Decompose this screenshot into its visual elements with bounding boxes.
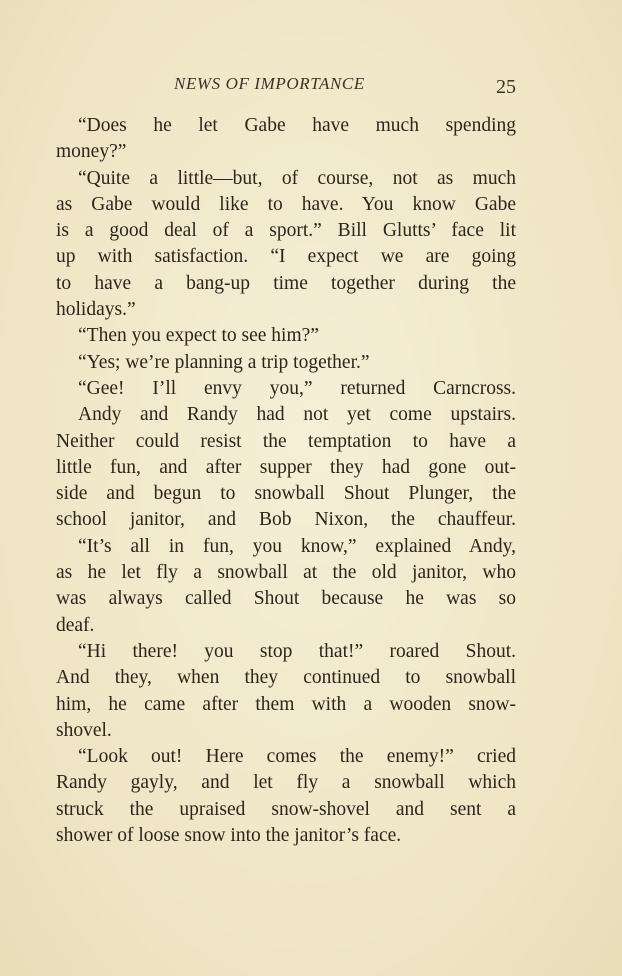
text-line: school janitor, and Bob Nixon, the chauffeur. — [56, 509, 516, 531]
text-line: “Quite a little—but, of course, not as much — [78, 167, 516, 189]
text-line: “Yes; we’re planning a trip together.” — [78, 351, 370, 373]
text-line: “Gee! I’ll envy you,” returned Carncross. — [78, 377, 516, 399]
text-line: was always called Shout because he was so — [56, 588, 516, 610]
text-line: Randy gayly, and let fly a snowball which — [56, 772, 516, 794]
running-title: NEWS OF IMPORTANCE — [174, 74, 365, 93]
text-line: holidays.” — [56, 299, 136, 321]
text-line: little fun, and after supper they had gone out- — [56, 456, 516, 478]
text-line: shovel. — [56, 719, 112, 741]
text-line: as he let fly a snowball at the old janitor, who — [56, 562, 516, 584]
text-line: And they, when they continued to snowball — [56, 667, 516, 689]
text-line: “Hi there! you stop that!” roared Shout. — [78, 640, 516, 662]
text-line: shower of loose snow into the janitor’s face. — [56, 825, 402, 847]
text-line: deaf. — [56, 614, 95, 636]
text-line: Neither could resist the temptation to have a — [56, 430, 516, 452]
text-line: side and begun to snowball Shout Plunger, the — [56, 483, 516, 505]
running-head — [56, 72, 516, 100]
body-text — [56, 113, 516, 849]
text-line: “Look out! Here comes the enemy!” cried — [78, 746, 516, 768]
text-line: as Gabe would like to have. You know Gabe — [56, 193, 516, 215]
page-number: 25 — [496, 76, 516, 98]
text-line: “Does he let Gabe have much spending — [78, 115, 516, 136]
text-line: to have a bang-up time together during the — [56, 272, 516, 294]
text-line: “It’s all in fun, you know,” explained Andy, — [78, 535, 516, 557]
text-line: “Then you expect to see him?” — [78, 325, 319, 347]
text-line: is a good deal of a sport.” Bill Glutts’ face lit — [56, 220, 516, 242]
text-line: him, he came after them with a wooden snow- — [56, 693, 516, 715]
text-line: up with satisfaction. “I expect we are going — [56, 246, 516, 268]
text-line: Andy and Randy had not yet come upstairs. — [78, 404, 516, 426]
text-line: money?” — [56, 141, 127, 163]
text-line: struck the upraised snow-shovel and sent a — [56, 798, 516, 820]
